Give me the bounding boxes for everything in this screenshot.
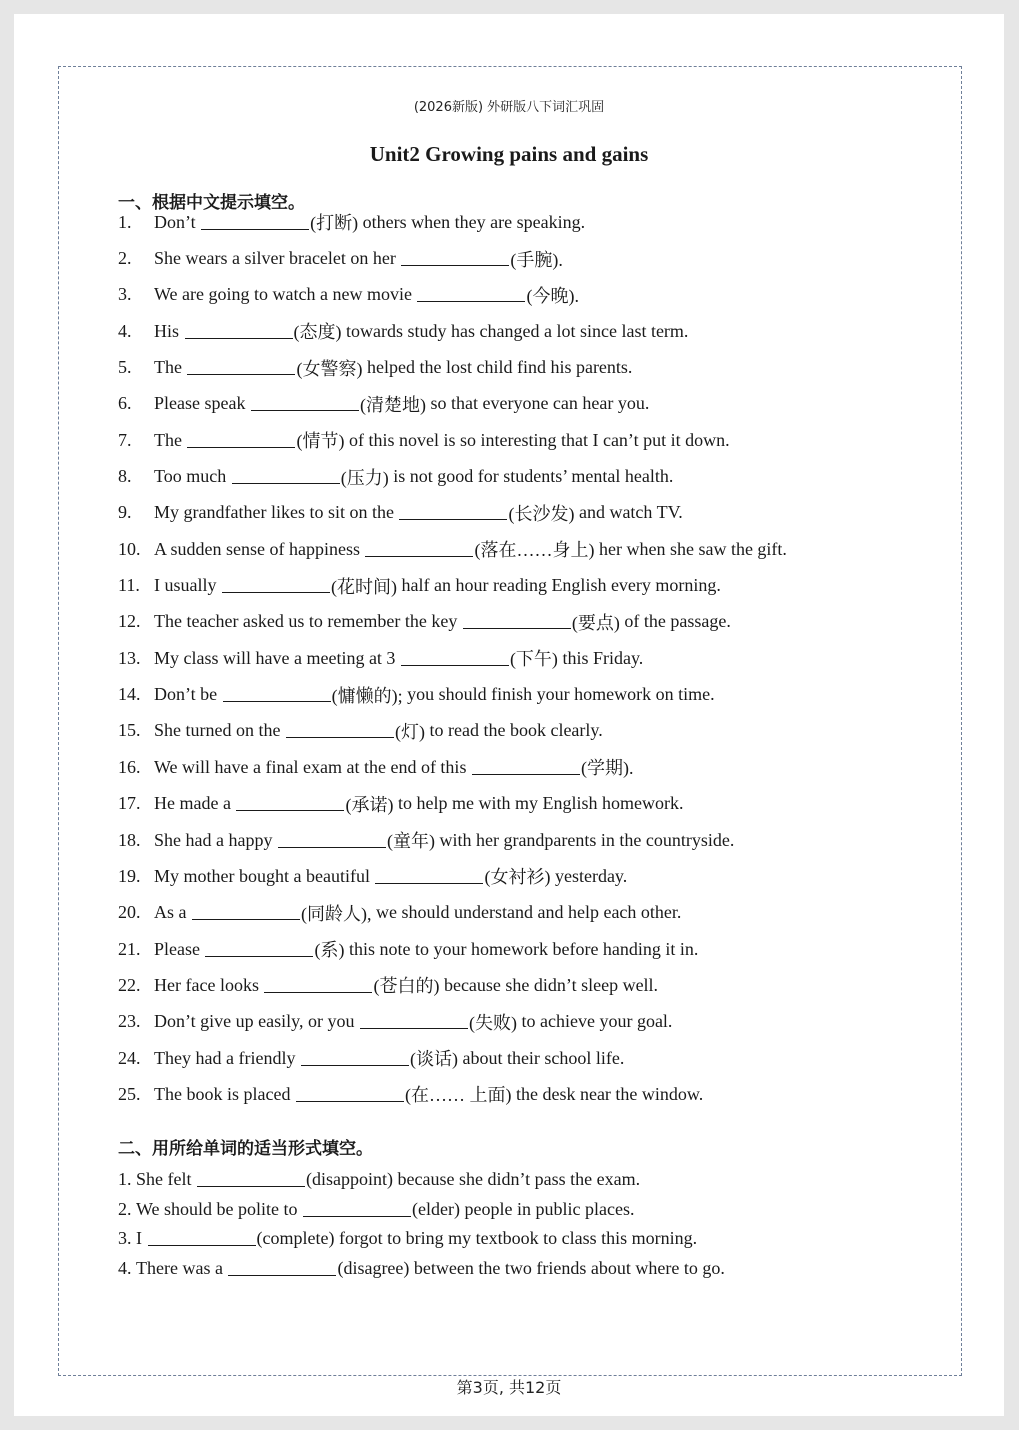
question-text-before: The	[154, 429, 182, 450]
question-number: 24.	[118, 1047, 141, 1068]
question-text-after: half an hour reading English every morning.	[401, 575, 721, 596]
question-number: 15.	[118, 720, 141, 741]
question-number: 13.	[118, 647, 141, 668]
answer-blank[interactable]	[360, 1014, 468, 1029]
question-item	[118, 786, 908, 822]
hint-text: (elder)	[412, 1198, 460, 1219]
question-item	[118, 858, 908, 894]
question-number: 19.	[118, 865, 141, 886]
section1-heading: 一、根据中文提示填空。	[118, 193, 305, 213]
question-text-before: The	[154, 357, 182, 378]
answer-blank[interactable]	[264, 978, 372, 993]
answer-blank[interactable]	[236, 796, 344, 811]
question-number: 11.	[118, 575, 140, 596]
question-item	[118, 1254, 908, 1284]
section1-question-list	[118, 204, 908, 1113]
answer-blank[interactable]	[187, 360, 295, 375]
question-text-before: Her face looks	[154, 974, 259, 995]
answer-blank[interactable]	[301, 1051, 409, 1066]
hint-text: (情节)	[296, 431, 345, 452]
hint-text: (慵懒的);	[331, 685, 403, 706]
question-text-before: The book is placed	[154, 1083, 291, 1104]
question-text-before: He made a	[154, 793, 231, 814]
answer-blank[interactable]	[278, 833, 386, 848]
answer-blank[interactable]	[185, 324, 293, 339]
question-item	[118, 1195, 908, 1225]
hint-text: (系)	[314, 940, 345, 961]
question-number: 12.	[118, 611, 141, 632]
answer-blank[interactable]	[197, 1172, 305, 1187]
answer-blank[interactable]	[251, 396, 359, 411]
answer-blank[interactable]	[296, 1087, 404, 1102]
page-footer: 第3页, 共12页	[456, 1378, 562, 1397]
question-number: 3.	[118, 1228, 132, 1249]
hint-text: (态度)	[293, 322, 342, 343]
hint-text: (长沙发)	[508, 503, 575, 524]
question-number: 1.	[118, 1169, 132, 1190]
hint-text: (disagree)	[337, 1257, 410, 1278]
question-number: 20.	[118, 902, 141, 923]
hint-text: (童年)	[386, 831, 435, 852]
question-item	[118, 204, 908, 240]
question-number: 2.	[118, 248, 132, 269]
section2-question-list	[118, 1165, 908, 1283]
hint-text: (苍白的)	[373, 976, 440, 997]
question-text-after: this Friday.	[562, 647, 644, 668]
question-number: 22.	[118, 974, 141, 995]
question-number: 23.	[118, 1011, 141, 1032]
answer-blank[interactable]	[401, 651, 509, 666]
question-text-before: Don’t give up easily, or you	[154, 1011, 355, 1032]
question-text-after: to read the book clearly.	[429, 720, 603, 741]
question-text-after: with her grandparents in the countryside.	[439, 829, 735, 850]
question-item	[118, 640, 908, 676]
question-text-before: I	[136, 1228, 142, 1249]
question-item	[118, 713, 908, 749]
question-item	[118, 458, 908, 494]
question-text-after: this note to your homework before handing it in.	[348, 938, 699, 959]
question-text-after: yesterday.	[554, 865, 628, 886]
hint-text: (清楚地)	[359, 394, 426, 415]
question-number: 10.	[118, 538, 141, 559]
question-text-after: between the two friends about where to go.	[413, 1257, 725, 1278]
question-item	[118, 895, 908, 931]
hint-text: (complete)	[256, 1228, 335, 1249]
question-item	[118, 1224, 908, 1254]
question-text-after: her when she saw the gift.	[598, 538, 787, 559]
question-text-before: Please speak	[154, 393, 246, 414]
question-text-after: of this novel is so interesting that I can’t put it down.	[348, 429, 730, 450]
page-title: Unit2 Growing pains and gains	[369, 142, 649, 166]
question-text-before: We should be polite to	[136, 1198, 298, 1219]
question-text-before: She had a happy	[154, 829, 273, 850]
hint-text: (女衬衫)	[484, 867, 551, 888]
hint-text: (下午)	[509, 649, 558, 670]
hint-text: (手腕).	[510, 249, 563, 270]
question-text-before: Don’t be	[154, 684, 218, 705]
question-text-before: My grandfather likes to sit on the	[154, 502, 394, 523]
question-text-after: is not good for students’ mental health.	[393, 466, 674, 487]
question-text-after: because she didn’t sleep well.	[443, 974, 659, 995]
question-text-after: because she didn’t pass the exam.	[397, 1169, 641, 1190]
question-item	[118, 422, 908, 458]
question-text-before: We are going to watch a new movie	[154, 284, 412, 305]
answer-blank[interactable]	[201, 215, 309, 230]
question-text-before: As a	[154, 902, 187, 923]
question-text-before: My mother bought a beautiful	[154, 865, 370, 886]
question-number: 8.	[118, 466, 132, 487]
question-number: 4.	[118, 320, 132, 341]
question-text-before: She felt	[136, 1169, 192, 1190]
question-number: 18.	[118, 829, 141, 850]
answer-blank[interactable]	[375, 869, 483, 884]
hint-text: (在…… 上面)	[404, 1085, 512, 1106]
hint-text: (要点)	[571, 612, 620, 633]
question-text-after: so that everyone can hear you.	[430, 393, 650, 414]
answer-blank[interactable]	[303, 1202, 411, 1217]
answer-blank[interactable]	[401, 251, 509, 266]
question-item	[118, 386, 908, 422]
question-item	[118, 495, 908, 531]
answer-blank[interactable]	[472, 760, 580, 775]
hint-text: (同龄人),	[301, 903, 372, 924]
question-number: 25.	[118, 1083, 141, 1104]
answer-blank[interactable]	[463, 614, 571, 629]
answer-blank[interactable]	[232, 469, 340, 484]
question-number: 2.	[118, 1198, 132, 1219]
question-text-before: A sudden sense of happiness	[154, 538, 360, 559]
answer-blank[interactable]	[223, 687, 331, 702]
question-text-before: My class will have a meeting at 3	[154, 647, 396, 668]
question-number: 7.	[118, 429, 132, 450]
question-text-after: people in public places.	[464, 1198, 635, 1219]
question-item	[118, 349, 908, 385]
answer-blank[interactable]	[228, 1261, 336, 1276]
question-text-after: others when they are speaking.	[362, 211, 586, 232]
question-number: 3.	[118, 284, 132, 305]
question-item	[118, 313, 908, 349]
question-text-after: you should finish your homework on time.	[407, 684, 715, 705]
question-text-before: She turned on the	[154, 720, 281, 741]
question-text-after: forgot to bring my textbook to class this morning.	[338, 1228, 698, 1249]
question-item	[118, 1004, 908, 1040]
question-item	[118, 967, 908, 1003]
question-item	[118, 749, 908, 785]
question-number: 1.	[118, 211, 132, 232]
question-number: 16.	[118, 756, 141, 777]
question-item	[118, 1165, 908, 1195]
answer-blank[interactable]	[205, 942, 313, 957]
question-number: 6.	[118, 393, 132, 414]
question-item	[118, 531, 908, 567]
answer-blank[interactable]	[148, 1231, 256, 1246]
answer-blank[interactable]	[222, 578, 330, 593]
hint-text: (灯)	[394, 721, 425, 742]
question-text-before: Too much	[154, 466, 227, 487]
question-item	[118, 277, 908, 313]
question-item	[118, 240, 908, 276]
question-number: 14.	[118, 684, 141, 705]
page-header: (2026新版) 外研版八下词汇巩固	[413, 100, 605, 115]
worksheet-page	[14, 14, 1004, 1416]
question-item	[118, 1040, 908, 1076]
question-text-after: the desk near the window.	[515, 1083, 704, 1104]
answer-blank[interactable]	[365, 542, 473, 557]
question-text-after: towards study has changed a lot since last term.	[346, 320, 689, 341]
answer-blank[interactable]	[417, 287, 525, 302]
hint-text: (压力)	[340, 467, 389, 488]
hint-text: (打断)	[310, 213, 359, 234]
section2-heading: 二、用所给单词的适当形式填空。	[118, 1139, 373, 1159]
question-text-before: We will have a final exam at the end of this	[154, 756, 467, 777]
hint-text: (今晚).	[526, 285, 579, 306]
question-text-after: about their school life.	[462, 1047, 625, 1068]
hint-text: (失败)	[468, 1012, 517, 1033]
question-item	[118, 676, 908, 712]
question-text-before: The teacher asked us to remember the key	[154, 611, 458, 632]
question-number: 17.	[118, 793, 141, 814]
question-text-after: we should understand and help each other.	[376, 902, 682, 923]
question-text-after: of the passage.	[624, 611, 731, 632]
answer-blank[interactable]	[399, 505, 507, 520]
question-number: 5.	[118, 357, 132, 378]
answer-blank[interactable]	[192, 905, 300, 920]
question-item	[118, 822, 908, 858]
question-text-after: to help me with my English homework.	[397, 793, 684, 814]
question-text-before: His	[154, 320, 180, 341]
question-item	[118, 604, 908, 640]
hint-text: (disappoint)	[306, 1169, 393, 1190]
question-text-before: They had a friendly	[154, 1047, 296, 1068]
question-item	[118, 567, 908, 603]
question-text-before: Don’t	[154, 211, 196, 232]
question-text-after: to achieve your goal.	[521, 1011, 673, 1032]
question-number: 4.	[118, 1257, 132, 1278]
question-number: 21.	[118, 938, 141, 959]
answer-blank[interactable]	[187, 433, 295, 448]
question-text-before: She wears a silver bracelet on her	[154, 248, 396, 269]
hint-text: (女警察)	[296, 358, 363, 379]
question-number: 9.	[118, 502, 132, 523]
question-text-after: helped the lost child find his parents.	[366, 357, 633, 378]
hint-text: (花时间)	[331, 576, 397, 597]
hint-text: (谈话)	[409, 1049, 458, 1070]
question-text-after: and watch TV.	[578, 502, 683, 523]
question-item	[118, 1076, 908, 1112]
question-item	[118, 931, 908, 967]
hint-text: (承诺)	[345, 794, 394, 815]
question-text-before: There was a	[136, 1257, 223, 1278]
question-text-before: Please	[154, 938, 200, 959]
answer-blank[interactable]	[286, 723, 394, 738]
hint-text: (学期).	[580, 758, 634, 779]
hint-text: (落在……身上)	[474, 540, 595, 561]
question-text-before: I usually	[154, 575, 217, 596]
